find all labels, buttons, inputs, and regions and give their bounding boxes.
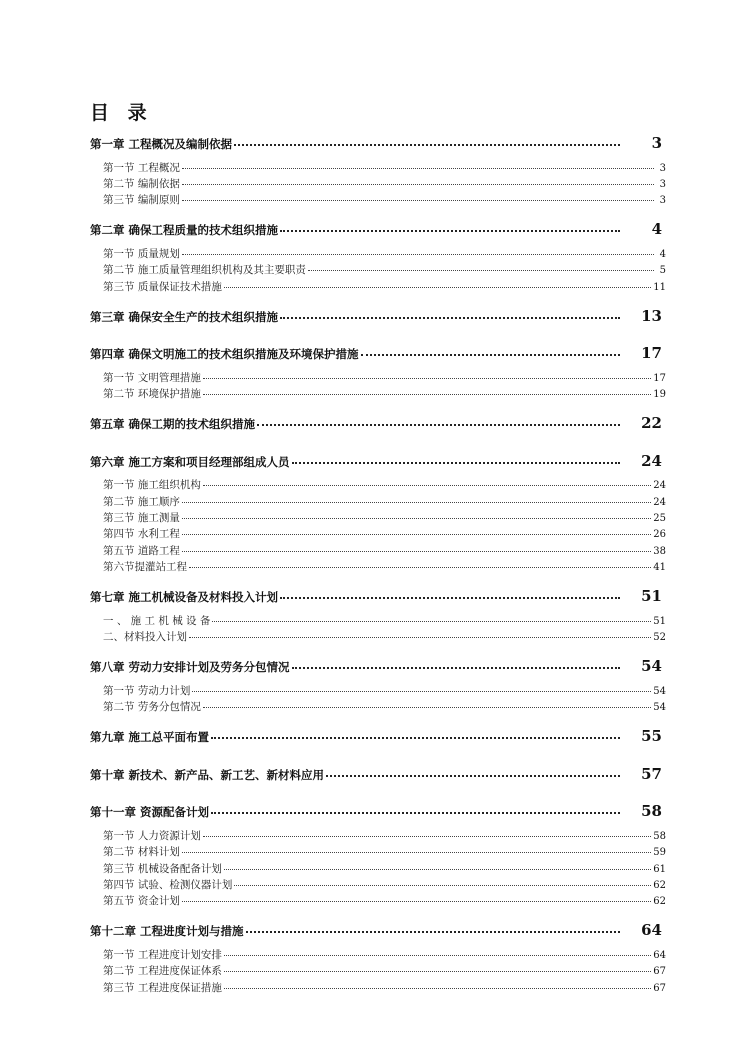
- section-title: 第四节 试验、检测仪器计划: [103, 878, 233, 891]
- toc-section-entry[interactable]: [103, 176, 666, 191]
- section-title: 第三节 施工测量: [103, 512, 180, 524]
- chapter-title: 第三章 确保安全生产的技术组织措施: [90, 309, 279, 324]
- dot-leader: [280, 230, 620, 232]
- page-number: 17: [641, 344, 662, 363]
- toc-section-entry[interactable]: [103, 279, 666, 294]
- page-number: 54: [641, 657, 662, 676]
- toc-section-entry[interactable]: [103, 160, 666, 175]
- toc-chapter-entry[interactable]: [90, 921, 662, 939]
- section-title: 第五节 道路工程: [103, 544, 180, 557]
- dot-leader: [361, 354, 620, 356]
- dot-leader: [192, 691, 651, 692]
- page-number: 13: [641, 306, 662, 325]
- page-number: 4: [651, 220, 662, 239]
- dot-leader: [182, 901, 651, 902]
- dot-leader: [203, 836, 651, 837]
- dot-leader: [189, 637, 651, 638]
- page-number: 24: [653, 480, 666, 492]
- dot-leader: [182, 518, 651, 519]
- dot-leader: [189, 567, 651, 568]
- toc-section-entry[interactable]: [103, 192, 666, 207]
- page-number: 59: [653, 847, 666, 859]
- toc-chapter-entry[interactable]: [90, 727, 662, 745]
- page-number: 64: [641, 921, 662, 940]
- chapter-title: 第十一章 资源配备计划: [90, 805, 210, 820]
- dot-leader: [203, 394, 651, 395]
- dot-leader: [224, 869, 651, 870]
- section-title: 第三节 机械设备配备计划: [103, 862, 222, 875]
- page-number: 3: [659, 162, 666, 174]
- dot-leader: [308, 270, 654, 271]
- section-title: 第一节 文明管理措施: [103, 371, 201, 384]
- toc-section-entry[interactable]: [103, 246, 666, 261]
- section-title: 第二节 劳务分包情况: [103, 701, 201, 714]
- section-title: 第六节提灌站工程: [103, 560, 187, 573]
- page-number: 58: [653, 830, 666, 842]
- page-number: 3: [659, 178, 666, 190]
- page-number: 41: [653, 561, 666, 573]
- dot-leader: [182, 502, 651, 503]
- chapter-title: 第九章 施工总平面布置: [90, 730, 210, 745]
- dot-leader: [212, 621, 651, 622]
- page-number: 67: [653, 982, 666, 994]
- toc-chapter-entry[interactable]: [90, 765, 662, 783]
- dot-leader: [234, 885, 651, 886]
- page-number: 61: [653, 863, 666, 875]
- chapter-title: 第十二章 工程进度计划与措施: [90, 924, 244, 939]
- page-number: 25: [653, 513, 666, 524]
- dot-leader: [182, 551, 651, 552]
- dot-leader: [234, 144, 620, 146]
- chapter-title: 第五章 确保工期的技术组织措施: [90, 417, 256, 432]
- dot-leader: [182, 200, 654, 201]
- toc-chapter-entry[interactable]: [90, 587, 662, 605]
- toc-chapter-entry[interactable]: [90, 452, 662, 470]
- chapter-title: 第二章 确保工程质量的技术组织措施: [90, 223, 279, 238]
- toc-section-entry[interactable]: [103, 893, 666, 908]
- section-title: 第五节 资金计划: [103, 895, 180, 908]
- toc-section-entry[interactable]: [103, 262, 666, 277]
- toc-section-entry[interactable]: [103, 699, 666, 714]
- toc-section-entry[interactable]: [103, 947, 666, 962]
- section-title: 第一节 工程进度计划安排: [103, 948, 222, 961]
- dot-leader: [224, 971, 651, 972]
- dot-leader: [182, 534, 651, 535]
- section-title: 第二节 编制依据: [103, 177, 180, 190]
- dot-leader: [224, 955, 651, 956]
- toc-section-entry[interactable]: [103, 510, 666, 525]
- page-number: 38: [653, 545, 666, 557]
- dot-leader: [292, 667, 620, 669]
- section-title: 第二节 工程进度保证体系: [103, 965, 222, 978]
- toc-section-entry[interactable]: [103, 386, 666, 401]
- section-title: 二、材料投入计划: [103, 631, 187, 643]
- dot-leader: [182, 852, 651, 853]
- page-number: 24: [641, 451, 662, 470]
- toc-section-entry[interactable]: [103, 877, 666, 892]
- page-number: 17: [653, 372, 666, 384]
- section-title: 第一节 质量规划: [103, 247, 180, 260]
- chapter-title: 第六章 施工方案和项目经理部组成人员: [90, 454, 290, 469]
- page-number: 62: [653, 896, 666, 908]
- page-number: 57: [641, 764, 662, 783]
- section-title: 第一节 施工组织机构: [103, 479, 201, 492]
- section-title: 第一节 人力资源计划: [103, 829, 201, 842]
- page-number: 22: [641, 414, 662, 433]
- dot-leader: [211, 812, 620, 814]
- page-number: 51: [653, 615, 666, 627]
- chapter-title: 第十章 新技术、新产品、新工艺、新材料应用: [90, 767, 325, 782]
- toc-section-entry[interactable]: [103, 963, 666, 978]
- dot-leader: [326, 775, 620, 777]
- page-number: 55: [641, 727, 662, 746]
- toc-section-entry[interactable]: [103, 543, 666, 558]
- page-number: 54: [653, 702, 666, 714]
- toc-section-entry[interactable]: [103, 629, 666, 644]
- chapter-title: 第七章 施工机械设备及材料投入计划: [90, 590, 279, 605]
- toc-chapter-entry[interactable]: [90, 134, 662, 152]
- page-number: 52: [653, 632, 666, 643]
- toc-section-entry[interactable]: [103, 844, 666, 859]
- dot-leader: [246, 931, 620, 933]
- section-title: 第二节 环境保护措施: [103, 388, 201, 401]
- toc-section-entry[interactable]: [103, 613, 666, 628]
- page-number: 24: [653, 496, 666, 508]
- dot-leader: [203, 378, 651, 379]
- dot-leader: [292, 462, 620, 464]
- dot-leader: [224, 988, 651, 989]
- page-number: 3: [651, 134, 662, 152]
- dot-leader: [224, 287, 651, 288]
- section-title: 第一节 工程概况: [103, 161, 180, 174]
- page-number: 67: [653, 966, 666, 978]
- section-title: 第三节 工程进度保证措施: [103, 981, 222, 994]
- chapter-title: 第一章 工程概况及编制依据: [90, 137, 233, 151]
- dot-leader: [211, 737, 620, 739]
- section-title: 第一节 劳动力计划: [103, 684, 191, 697]
- page-number: 5: [659, 265, 666, 277]
- page-number: 11: [653, 281, 666, 293]
- toc-chapter-entry[interactable]: [90, 220, 662, 238]
- section-title: 第四节 水利工程: [103, 528, 180, 541]
- toc-chapter-entry[interactable]: [90, 414, 662, 432]
- dot-leader: [182, 254, 654, 255]
- page-number: 51: [641, 587, 662, 606]
- page-number: 62: [653, 879, 666, 891]
- page-number: 64: [653, 949, 666, 961]
- toc-section-entry[interactable]: [103, 559, 666, 574]
- page-number: 3: [659, 195, 666, 207]
- page-title: 目 录: [90, 102, 153, 124]
- toc-chapter-entry[interactable]: [90, 802, 662, 820]
- toc-section-entry[interactable]: [103, 526, 666, 541]
- toc-section-entry[interactable]: [103, 980, 666, 995]
- section-title: 第三节 质量保证技术措施: [103, 280, 222, 293]
- section-title: 一 、 施 工 机 械 设 备: [103, 614, 211, 627]
- section-title: 第二节 施工质量管理组织机构及其主要职责: [103, 264, 306, 277]
- page-number: 54: [653, 685, 666, 697]
- dot-leader: [203, 485, 651, 486]
- toc-section-entry[interactable]: [103, 861, 666, 876]
- toc-section-entry[interactable]: [103, 828, 666, 843]
- toc-section-entry[interactable]: [103, 370, 666, 385]
- dot-leader: [280, 597, 620, 599]
- chapter-title: 第八章 劳动力安排计划及劳务分包情况: [90, 660, 290, 675]
- page-number: 26: [653, 529, 666, 541]
- page-number: 4: [659, 248, 666, 260]
- page-number: 58: [641, 802, 662, 821]
- section-title: 第二节 材料计划: [103, 846, 180, 859]
- dot-leader: [257, 424, 620, 426]
- dot-leader: [203, 707, 651, 708]
- dot-leader: [182, 168, 654, 169]
- toc-section-entry[interactable]: [103, 477, 666, 492]
- toc-chapter-entry[interactable]: [90, 657, 662, 675]
- toc-section-entry[interactable]: [103, 683, 666, 698]
- toc-chapter-entry[interactable]: [90, 307, 662, 325]
- dot-leader: [280, 317, 620, 319]
- chapter-title: 第四章 确保文明施工的技术组织措施及环境保护措施: [90, 347, 359, 362]
- section-title: 第三节 编制原则: [103, 194, 180, 207]
- section-title: 第二节 施工顺序: [103, 495, 180, 508]
- page-number: 19: [653, 389, 666, 401]
- toc-chapter-entry[interactable]: [90, 344, 662, 362]
- toc-section-entry[interactable]: [103, 494, 666, 509]
- dot-leader: [182, 184, 654, 185]
